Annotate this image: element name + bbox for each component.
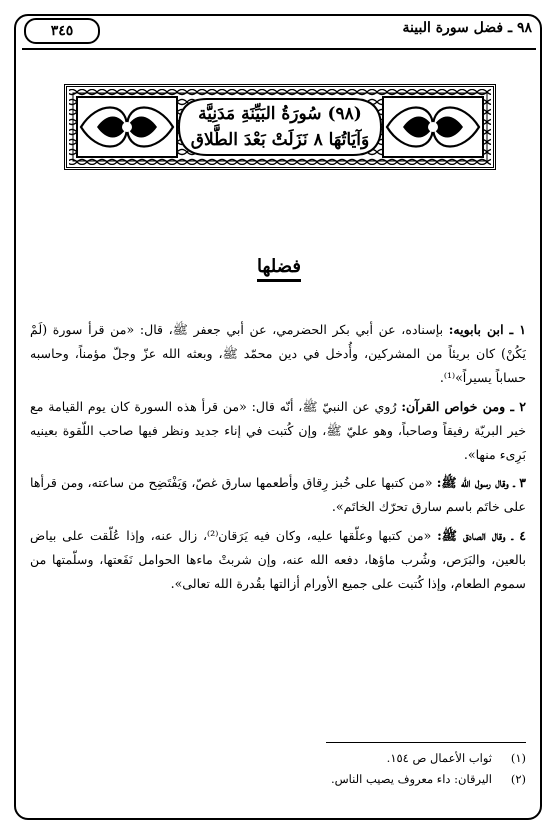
surah-banner-text xyxy=(185,101,375,153)
paragraph: ٤ ـ وقال الصادق ﷺ: «من كتبها وعلّقها عليه، وكان فيه يَرَقان⁽²⁾، زال عنه، وإذا عُلّقت على بياض بالعين، والبَرَص، وشُرب ماؤها، دفعه الله عنه، وإن شربتْ ماءها الحوامل نَفَعتها، وسلّمتها من سموم الطعام، وإذا كُتبت على جميع الأورام أزالتها بقُدرة الله تعالى». xyxy=(30,527,526,592)
paragraph: ٣ ـ وقال رسول الله ﷺ: «من كتبها على خُبز رِقاق وأطعمها سارق غصّ، وَيَفْتَضِح من ساعته، ومن قرأها على خاتَم باسم سارق تحرّك الخاتَم». xyxy=(30,475,526,515)
surah-name: (٩٨) سُورَةُ البَيِّنَةِ مَدَنِيَّة xyxy=(198,104,362,124)
footnote-rule xyxy=(326,742,526,743)
paragraph: ٢ ـ ومن خواص القرآن: رُوي عن النبيّ ﷺ، أنّه قال: «من قرأ هذه السورة كان يوم القيامة مع خير البريّة رفيقاً وصاحباً، وهو عليّ ﷺ، وإن كُتبت في إناء جديد ونظر فيها صاحب اللّقوة بعينيه بَرِىء منها». xyxy=(30,398,526,463)
surah-banner xyxy=(64,84,496,170)
paragraph: ١ ـ ابن بابويه: بإسناده، عن أبي بكر الحضرمي، عن أبي جعفر ﷺ، قال: «من قرأ سورة (لَمْ يَكُنْ) كان بريئاً من المشركين، وأُدخل في دين محمّد ﷺ، وبعثه الله عزّ وجلّ مؤمناً، وحاسبه حساباً يسيراً»⁽¹⁾. xyxy=(30,322,527,386)
body-text xyxy=(30,318,526,600)
header-rule xyxy=(22,48,536,50)
footnote: (٢)اليرقان: داء معروف يصيب الناس. xyxy=(330,772,526,786)
running-title: ٩٨ ـ فضل سورة البينة xyxy=(402,20,532,36)
section-title: فضلها xyxy=(0,256,558,277)
footnote: (١)ثواب الأعمال ص ١٥٤. xyxy=(386,751,526,765)
surah-verse-info: وَآيَاتُهَا ٨ نَزَلَتْ بَعْدَ الطَّلاق xyxy=(190,130,370,150)
footnotes xyxy=(30,748,526,790)
page-number: ٣٤٥ xyxy=(24,18,100,44)
